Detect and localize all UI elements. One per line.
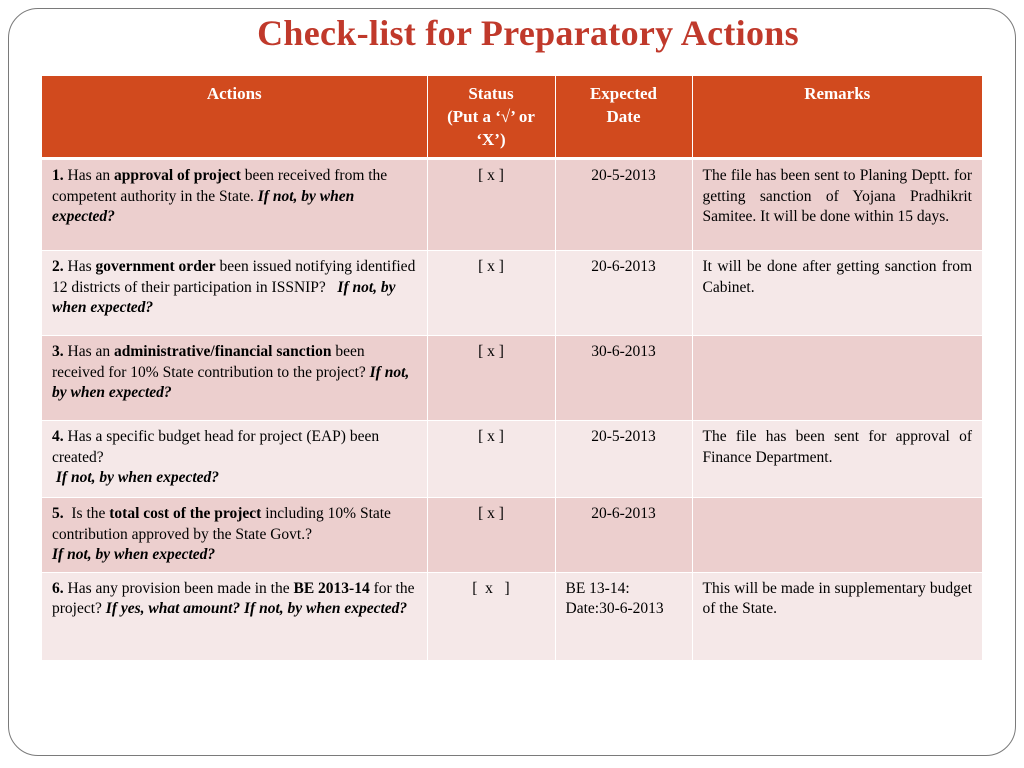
row-number: 3. [52,343,64,360]
action-text: Has an [67,343,114,360]
status-cell: [ x ] [427,336,555,421]
action-question: If not, by when expected? [55,469,220,486]
action-question: If not, by when expected? [52,278,396,316]
action-text: Is the [63,505,110,522]
action-emphasis: approval of project [114,167,241,184]
action-question: If not, by when expected? [52,363,410,401]
date-cell: 30-6-2013 [555,336,692,421]
header-actions: Actions [42,76,427,159]
action-cell [42,572,427,660]
status-cell: [ x ] [427,572,555,660]
status-cell: [ x ] [427,421,555,498]
status-cell: [ x ] [427,498,555,573]
row-number: 4. [52,428,64,445]
action-cell [42,159,427,251]
header-status-line1: Status [468,84,514,103]
date-cell [555,572,692,660]
action-text: Has [67,258,96,275]
header-expected-line1: Expected [589,84,658,103]
table-row [42,572,982,660]
checklist-table [42,76,982,661]
row-number: 6. [52,579,64,597]
table-row [42,159,982,251]
header-status [427,76,555,159]
status-cell: [ x ] [427,159,555,251]
row-number: 2. [52,258,64,275]
remarks-cell [692,336,982,421]
date-cell: 20-6-2013 [555,498,692,573]
header-expected-date [555,76,692,159]
action-emphasis: government order [95,258,216,275]
action-cell [42,498,427,573]
table-row [42,498,982,573]
remarks-cell: This will be made in supplementary budget of the State. [692,572,982,660]
header-status-line2: (Put a ‘√’ or ‘X’) [447,107,535,149]
action-text: Has a specific budget head for project (EAP) been created? [52,428,380,466]
action-text: including 10% State contribution approved by the State Govt.? [52,505,391,543]
status-cell: [ x ] [427,251,555,336]
action-cell [42,421,427,498]
header-remarks: Remarks [692,76,982,159]
action-question: If yes, what amount? If not, by when expected? [105,600,408,617]
table-row [42,336,982,421]
header-row [42,76,982,159]
action-emphasis: administrative/financial sanction [114,343,332,360]
header-expected-line2: Date [606,107,641,126]
date-cell: 20-5-2013 [555,421,692,498]
action-text: Has any provision been made in the [67,579,294,597]
row-number: 5. [52,505,64,522]
date-cell: 20-5-2013 [555,159,692,251]
date-line1: BE 13-14: [565,579,630,597]
date-line2: Date:30-6-2013 [565,600,664,617]
date-cell: 20-6-2013 [555,251,692,336]
action-question: If not, by when expected? [52,546,216,563]
slide-title: Check-list for Preparatory Actions [257,13,799,53]
remarks-cell: The file has been sent to Planing Deptt. for getting sanction of Yojana Pradhikrit Samitee. It will be done within 15 days. [692,159,982,251]
row-number: 1. [52,167,64,184]
action-emphasis: total cost of the project [109,505,262,522]
action-text: Has an [67,167,114,184]
remarks-cell: It will be done after getting sanction from Cabinet. [692,251,982,336]
remarks-cell [692,498,982,573]
action-text: been received from the competent authority in the State. [52,167,388,205]
action-text: for the project? [52,579,415,617]
action-cell [42,336,427,421]
action-question: If not, by when expected? [52,187,355,225]
action-emphasis: BE 2013-14 [293,579,370,597]
table-row [42,421,982,498]
action-text: been received for 10% State contribution to the project? [52,343,370,381]
action-cell [42,251,427,336]
remarks-cell: The file has been sent for approval of Finance Department. [692,421,982,498]
action-text: been issued notifying identified 12 districts of their participation in ISSNIP? [52,258,420,296]
table-row [42,251,982,336]
